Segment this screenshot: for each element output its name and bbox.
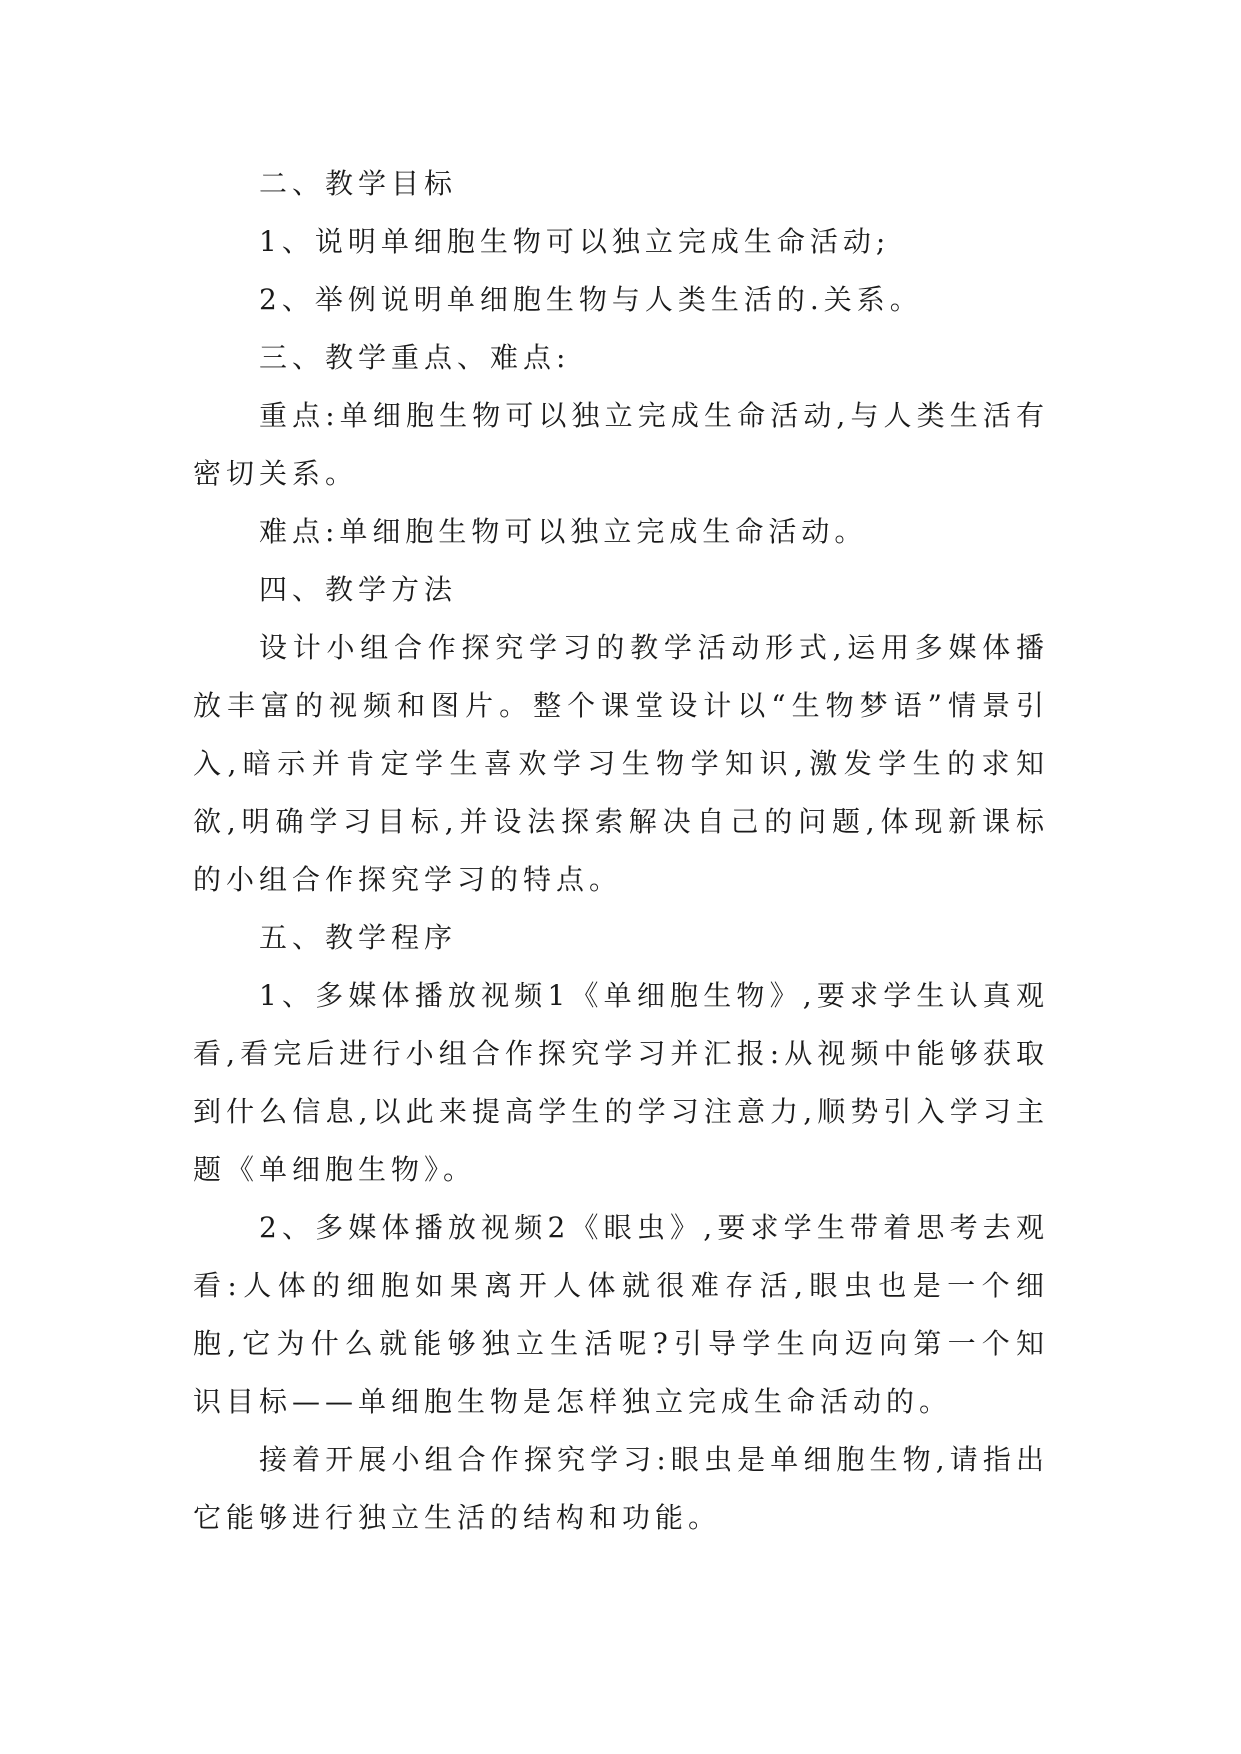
key-point-paragraph: 重点:单细胞生物可以独立完成生命活动,与人类生活有密切关系。	[193, 399, 1049, 490]
procedure-step-1: 1、多媒体播放视频1《单细胞生物》,要求学生认真观看,看完后进行小组合作探究学习并汇报:从视频中能够获取到什么信息,以此来提高学生的学习注意力,顺势引入学习主题《单细胞生物》。	[193, 979, 1049, 1186]
methods-paragraph: 设计小组合作探究学习的教学活动形式,运用多媒体播放丰富的视频和图片。整个课堂设计以“生物梦语”情景引入,暗示并肯定学生喜欢学习生物学知识,激发学生的求知欲,明确学习目标,并设法探索解决自己的问题,体现新课标的小组合作探究学习的特点。	[193, 631, 1049, 896]
objective-item-2: 2、举例说明单细胞生物与人类生活的.关系。	[259, 283, 923, 316]
difficulty-paragraph: 难点:单细胞生物可以独立完成生命活动。	[259, 515, 868, 548]
procedure-step-2: 2、多媒体播放视频2《眼虫》,要求学生带着思考去观看:人体的细胞如果离开人体就很难存活,眼虫也是一个细胞,它为什么就能够独立生活呢?引导学生向迈向第一个知识目标——单细胞生物是怎样独立完成生命活动的。	[193, 1211, 1049, 1418]
section-heading-key-points: 三、教学重点、难点:	[259, 341, 571, 374]
section-heading-procedure: 五、教学程序	[259, 921, 458, 954]
objective-item-1: 1、说明单细胞生物可以独立完成生命活动;	[259, 225, 891, 258]
section-heading-objectives: 二、教学目标	[259, 167, 458, 200]
document-body	[193, 155, 1049, 1547]
procedure-continuation: 接着开展小组合作探究学习:眼虫是单细胞生物,请指出它能够进行独立生活的结构和功能。	[193, 1443, 1049, 1534]
section-heading-methods: 四、教学方法	[259, 573, 458, 606]
